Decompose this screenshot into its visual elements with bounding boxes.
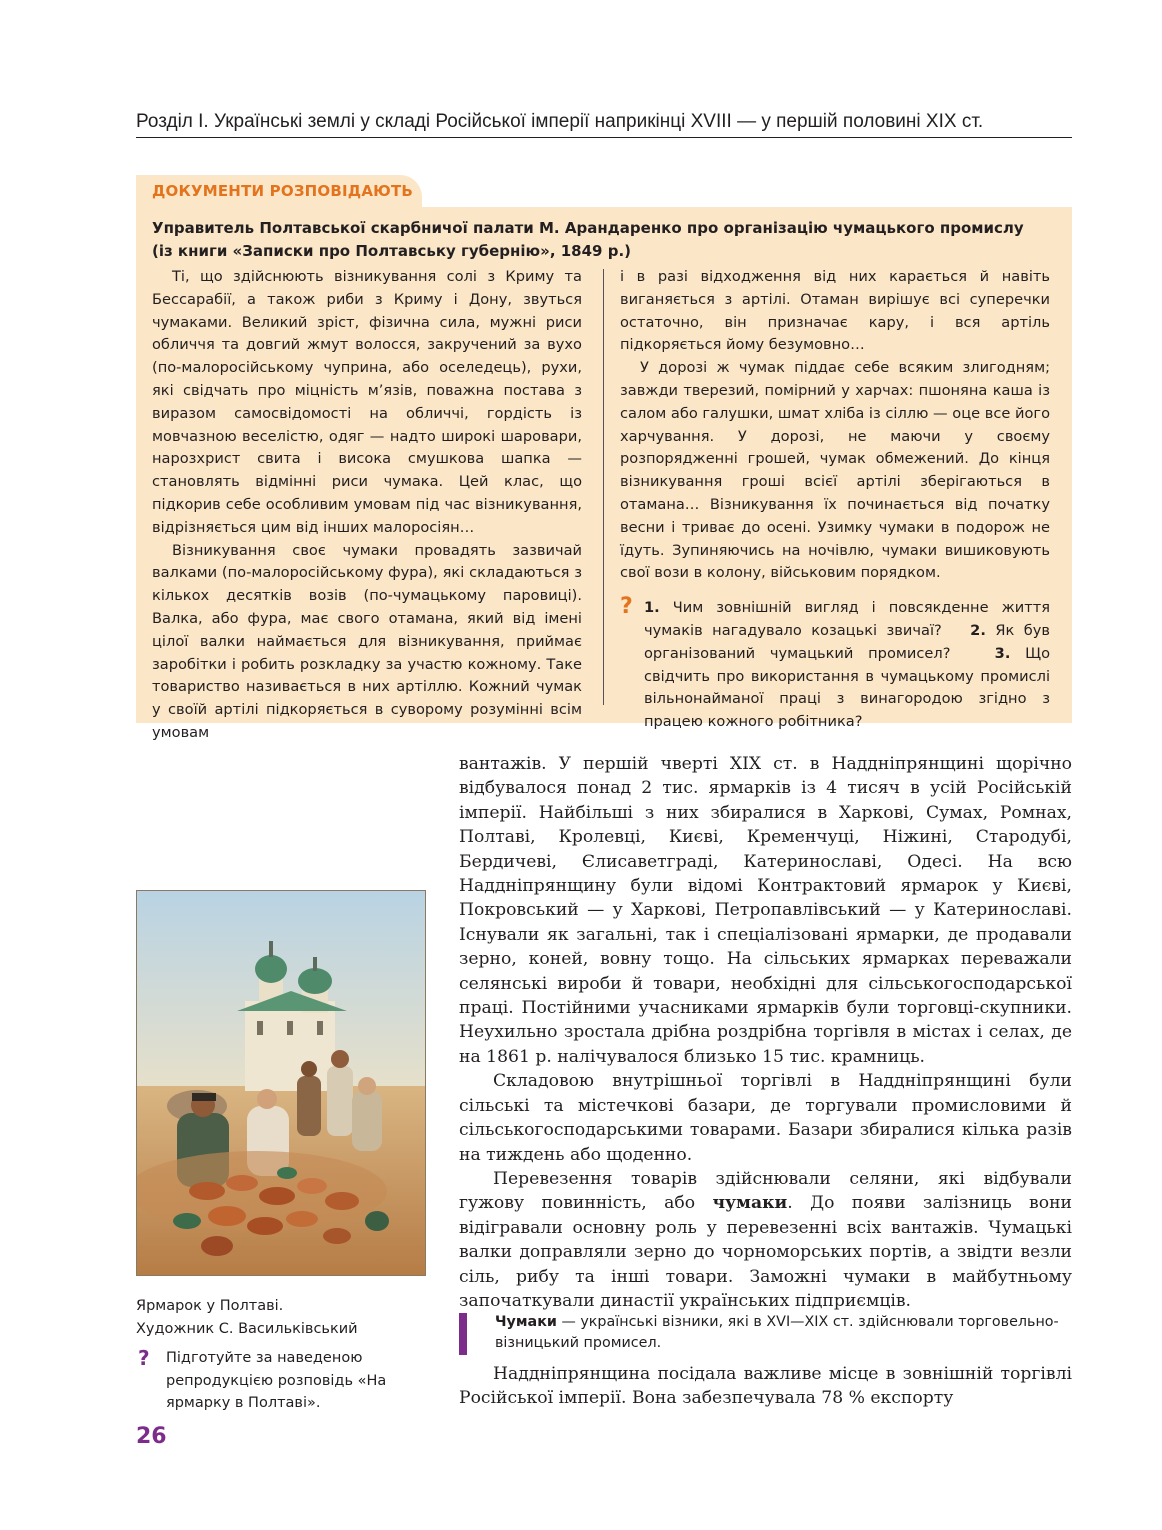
question-mark-icon: ?	[620, 594, 633, 620]
column-divider	[603, 269, 604, 705]
question-text: Чим зовнішній вигляд і повсякденне життя чумаків нагадувало козацькі звичаї?	[644, 599, 1050, 639]
document-paragraph: і в разі відходження від них карається й навіть виганяється з артілі. Отаман вирішує всі суперечки остаточно, він призначає кару, і вся артіль підкоряється йому безумовно…	[620, 268, 1050, 354]
document-column-right	[620, 266, 1050, 734]
bold-term: чумаки	[712, 1193, 788, 1214]
document-paragraph: Візникування своє чумаки провадять зазвичай валками (по-малоросійському фура), які складаються з кількох десятків возів (по-чумацькому паровиці). Валка, або фура, має свого отамана, який від імені цілої валки наймається для візникування, приймає заробітки і робить розкладку за участю кожному. Таке товариство називається в них артіллю. Кожний чумак у своїй артілі підкоряється в суворому розумінні всім умовам	[152, 541, 582, 741]
term-definition	[495, 1312, 1072, 1354]
caption-artist: Художник С. Васильківський	[136, 1320, 358, 1337]
main-paragraph: Наддніпрянщина посідала важливе місце в зовнішній торгівлі Російської імперії. Вона забезпечувала 78 % експорту	[459, 1364, 1072, 1409]
question-number: 1.	[644, 599, 660, 617]
main-paragraph: вантажів. У першій чверті XIX ст. в Наддніпрянщині щорічно відбувалося понад 2 тис. ярмарків із 4 тисяч в усій Російській імперії. Найбільші з них збиралися в Харкові, Сумах, Ромнах, Полтаві, Кролевці, Києві, Кременчуці, Ніжині, Стародубі, Бердичеві, Єлисаветграді, Катеринославі, Одесі. На всю Наддніпрянщину були відомі Контрактовий ярмарок у Києві, Покровський — у Харкові, Петропавлівський — у Катеринославі. Існували як загальні, так і спеціалізовані ярмарки, де продавали зерно, коней, вовну тощо. На сільських ярмарках переважали селянські вироби й товари, необхідні для сільськогосподарської праці. Постійними учасниками ярмарків були торговці-скупники. Неухильно зростала дрібна роздрібна торгівля в містах і селах, де на 1861 р. налічувалося близько 15 тис. крамниць.	[459, 754, 1072, 1067]
documents-box	[136, 207, 1072, 741]
painting-illustration	[137, 891, 425, 1275]
question-text: Що свідчить про використання в чумацькому промислі вільнонайманої праці з винагородою згідно з працею кожного робітника?	[644, 644, 1051, 731]
main-paragraph	[459, 1167, 1072, 1313]
question-text: Як був організований чумацький промисел?	[644, 621, 1051, 662]
main-paragraph-part: Перевезення товарів здійснювали селяни, які відбували гужову повинність, або	[459, 1168, 1072, 1214]
document-paragraph: У дорозі ж чумак піддає себе всяким злигодням; завжди тверезий, помірний у харчах: пшоняна каша із салом або галушки, шмат хліба із сіллю — оце все його харчування. У дорозі, не маючи у своєму розпорядженні грошей, чумак обмежений. До кінця візникування гроші всієї артілі зберігаються в отамана… Візникування їх починається від початку весни і триває до осені. Узимку чумаки в подорож не їдуть. Зупиняючись на ночівлю, чумаки вишиковують свої вози в колону, військовим порядком.	[620, 359, 1051, 582]
document-questions	[620, 594, 1051, 734]
question-mark-icon: ?	[138, 1346, 150, 1370]
term-definition-text: — українські візники, які в XVI—XIX ст. здійснювали торговельно-візницький промисел.	[495, 1314, 1059, 1351]
main-paragraph: Складовою внутрішньої торгівлі в Наддніпрянщині були сільські та містечкові базари, де торгували промисловими й сільськогосподарськими товарами. Базари збиралися кілька разів на тиждень або щоденно.	[459, 1071, 1072, 1165]
documents-tab-label: ДОКУМЕНТИ РОЗПОВІДАЮТЬ	[152, 182, 414, 200]
document-title	[152, 217, 1052, 263]
question-number: 2.	[970, 621, 986, 639]
main-paragraph-part: . До появи залізниць вони відігравали основну роль у перевезенні всіх вантажів. Чумацькі валки доправляли зерно до чорноморських портів, а звідти везли сіль, рибу та інші товари. Заможні чумаки в майбутньому започаткували династії українських підприємців.	[459, 1193, 1072, 1311]
term-definition-box	[459, 1311, 1072, 1357]
document-title-line2: (із книги «Записки про Полтавську губернію», 1849 р.)	[152, 242, 632, 260]
term-word: Чумаки	[495, 1314, 557, 1330]
term-accent-bar	[459, 1313, 467, 1355]
questions-text	[644, 597, 1050, 734]
main-text-continued	[459, 1362, 1072, 1411]
fair-in-poltava-painting	[136, 890, 426, 1276]
document-paragraph: Ті, що здійснюють візникування солі з Криму та Бессарабії, а також риби з Криму і Дону, звуться чумаками. Великий зріст, фізична сила, мужні риси обличчя та довгий жмут волосся, закручений за вухо (по-малоросійському чуприна, або оселедець), рухи, які свідчать про міцність м’язів, поважна постава з виразом самосвідомості на обличчі, гордість із мовчазною веселістю, одяг — надто широкі шаровари, нарозхрист свита і висока смушкова шапка — становлять відмінні риси чумака. Цей клас, що підкорив себе особливим умовам під час візникування, відрізняється цим від інших малоросіян…	[152, 268, 582, 536]
document-title-line1: Управитель Полтавської скарбничої палати М. Арандаренко про організацію чумацького промислу	[152, 219, 1024, 237]
main-text	[459, 752, 1072, 1313]
illustration-question-text: Підготуйте за наведеною репродукцією розповідь «На ярмарку в Полтаві».	[166, 1350, 387, 1411]
caption-title: Ярмарок у Полтаві.	[136, 1298, 284, 1314]
running-header: Розділ І. Українські землі у складі Російської імперії наприкінці XVIII — у першій половині XIX ст.	[136, 110, 1072, 138]
page-number: 26	[136, 1424, 167, 1449]
documents-tab	[136, 175, 422, 207]
document-column-left	[152, 266, 582, 745]
illustration-caption	[136, 1295, 436, 1340]
question-number: 3.	[994, 644, 1011, 662]
